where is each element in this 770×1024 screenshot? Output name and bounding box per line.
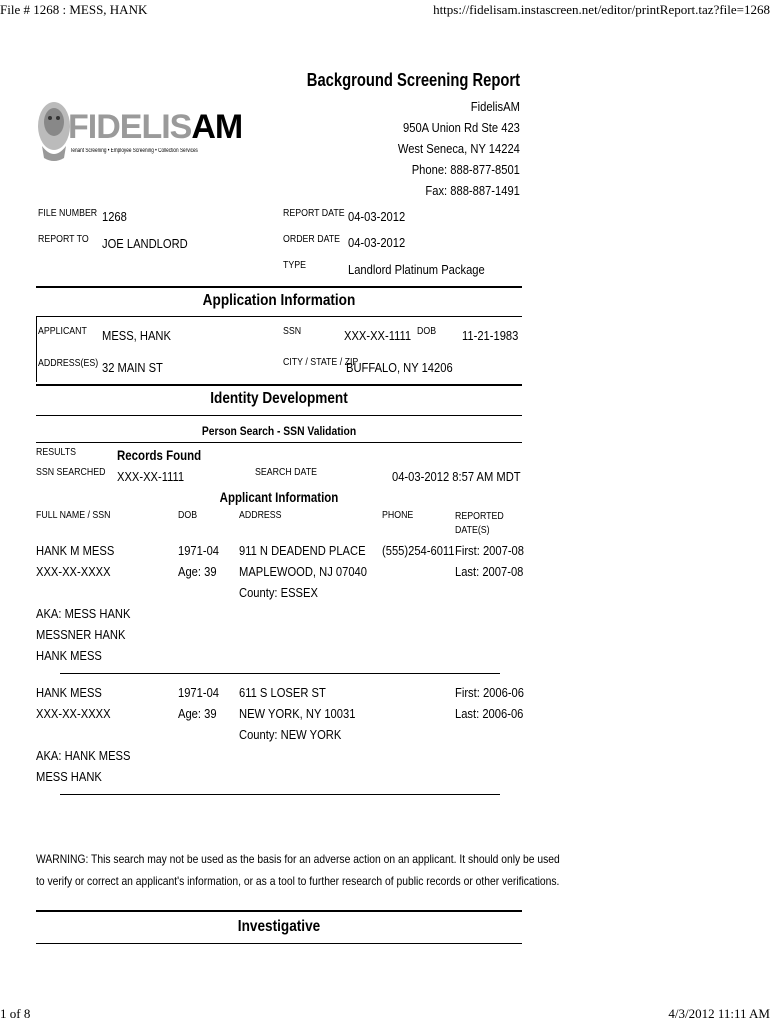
application-left-rule <box>36 316 37 382</box>
record-county: County: ESSEX <box>239 585 318 600</box>
record-aka-1: AKA: MESS HANK <box>36 606 131 621</box>
order-date-label: ORDER DATE <box>283 234 341 245</box>
company-street: 950A Union Rd Ste 423 <box>403 120 520 135</box>
applicant-value: MESS, HANK <box>102 328 171 343</box>
ssn-label: SSN <box>283 326 302 337</box>
applicant-info-heading: Applicant Information <box>219 489 339 505</box>
address-value: 32 MAIN ST <box>102 360 163 375</box>
record-address-line1: 611 S LOSER ST <box>239 685 326 700</box>
record-aka-2: MESSNER HANK <box>36 627 126 642</box>
type-label: TYPE <box>283 260 306 271</box>
record-aka-3: HANK MESS <box>36 648 102 663</box>
record-first-reported: First: 2007-08 <box>455 543 524 558</box>
ssn-searched-value: XXX-XX-1111 <box>117 469 185 484</box>
dob-value: 11-21-1983 <box>462 328 519 343</box>
record-separator-2 <box>60 794 500 795</box>
applicant-label: APPLICANT <box>38 326 87 337</box>
company-city: West Seneca, NY 14224 <box>397 141 520 156</box>
divider-application-bottom <box>36 316 522 317</box>
page-footer-page-count: 1 of 8 <box>0 1006 31 1021</box>
record-age: Age: 39 <box>178 564 217 579</box>
company-name: FidelisAM <box>470 99 520 114</box>
report-date-label: REPORT DATE <box>283 208 345 219</box>
record-first-reported: First: 2006-06 <box>455 685 524 700</box>
record-last-reported: Last: 2006-06 <box>455 706 524 721</box>
company-address-block <box>398 96 520 201</box>
record-name: HANK MESS <box>36 685 102 700</box>
warning-line-2: to verify or correct an applicant's information, or as a tool to further research of public records or other verifications. <box>36 874 560 888</box>
col-reported-line2: DATE(S) <box>455 525 490 536</box>
ssn-value: XXX-XX-1111 <box>344 328 412 343</box>
divider-person-search <box>36 442 522 443</box>
divider-identity-bottom <box>36 415 522 416</box>
record-dob: 1971-04 <box>178 543 220 558</box>
col-reported-line1: REPORTED <box>455 511 504 522</box>
record-aka-2: MESS HANK <box>36 769 102 784</box>
record-dob: 1971-04 <box>178 685 220 700</box>
dob-label: DOB <box>417 326 437 337</box>
divider-application-top <box>36 286 522 288</box>
divider-identity-top <box>36 384 522 386</box>
col-full-name-ssn: FULL NAME / SSN <box>36 510 111 521</box>
address-label: ADDRESS(ES) <box>38 358 99 369</box>
record-name: HANK M MESS <box>36 543 115 558</box>
file-number-value: 1268 <box>102 209 127 224</box>
col-reported-dates <box>455 510 504 538</box>
logo-tagline: Tenant Screening • Employee Screening • Collection Services <box>70 148 198 154</box>
ssn-searched-label: SSN SEARCHED <box>36 467 106 478</box>
divider-investigative-bottom <box>36 943 522 944</box>
record-address-line2: MAPLEWOOD, NJ 07040 <box>239 564 367 579</box>
logo-name-part1: FIDELIS <box>68 108 192 146</box>
page-footer-timestamp: 4/3/2012 11:11 AM <box>668 1006 770 1021</box>
record-address-line2: NEW YORK, NY 10031 <box>239 706 356 721</box>
results-label: RESULTS <box>36 447 76 458</box>
record-ssn: XXX-XX-XXXX <box>36 564 111 579</box>
order-date-value: 04-03-2012 <box>348 235 406 250</box>
logo-name-part2: AM <box>191 108 243 146</box>
city-state-zip-value: BUFFALO, NY 14206 <box>346 360 453 375</box>
investigative-heading: Investigative <box>237 918 321 935</box>
divider-investigative-top <box>36 910 522 912</box>
record-phone: (555)254-6011 <box>382 543 455 558</box>
report-to-label: REPORT TO <box>38 234 89 245</box>
city-state-zip-label: CITY / STATE / ZIP <box>283 357 359 368</box>
results-value: Records Found <box>117 447 202 463</box>
page-header-file: File # 1268 : MESS, HANK <box>0 2 148 17</box>
file-number-label: FILE NUMBER <box>38 208 98 219</box>
page-header-url: https://fidelisam.instascreen.net/editor/printReport.taz?file=1268 <box>433 2 770 17</box>
record-last-reported: Last: 2007-08 <box>455 564 524 579</box>
record-address-line1: 911 N DEADEND PLACE <box>239 543 366 558</box>
col-phone: PHONE <box>382 510 414 521</box>
identity-subheading: Person Search - SSN Validation <box>201 424 357 438</box>
search-date-value: 04-03-2012 8:57 AM MDT <box>392 469 521 484</box>
identity-heading: Identity Development <box>210 390 348 407</box>
type-value: Landlord Platinum Package <box>348 262 485 277</box>
company-logo <box>34 96 243 164</box>
company-phone: Phone: 888-877-8501 <box>411 162 520 177</box>
col-address: ADDRESS <box>239 510 282 521</box>
record-separator-1 <box>60 673 500 674</box>
report-date-value: 04-03-2012 <box>348 209 406 224</box>
record-age: Age: 39 <box>178 706 217 721</box>
record-county: County: NEW YORK <box>239 727 342 742</box>
report-title: Background Screening Report <box>306 70 520 90</box>
search-date-label: SEARCH DATE <box>255 467 317 478</box>
warning-line-1: WARNING: This search may not be used as the basis for an adverse action on an applicant. It should only be used <box>36 852 560 866</box>
report-to-value: JOE LANDLORD <box>102 236 188 251</box>
col-dob: DOB <box>178 510 198 521</box>
record-aka-1: AKA: HANK MESS <box>36 748 131 763</box>
application-heading: Application Information <box>202 292 356 309</box>
record-ssn: XXX-XX-XXXX <box>36 706 111 721</box>
company-fax: Fax: 888-887-1491 <box>425 183 520 198</box>
